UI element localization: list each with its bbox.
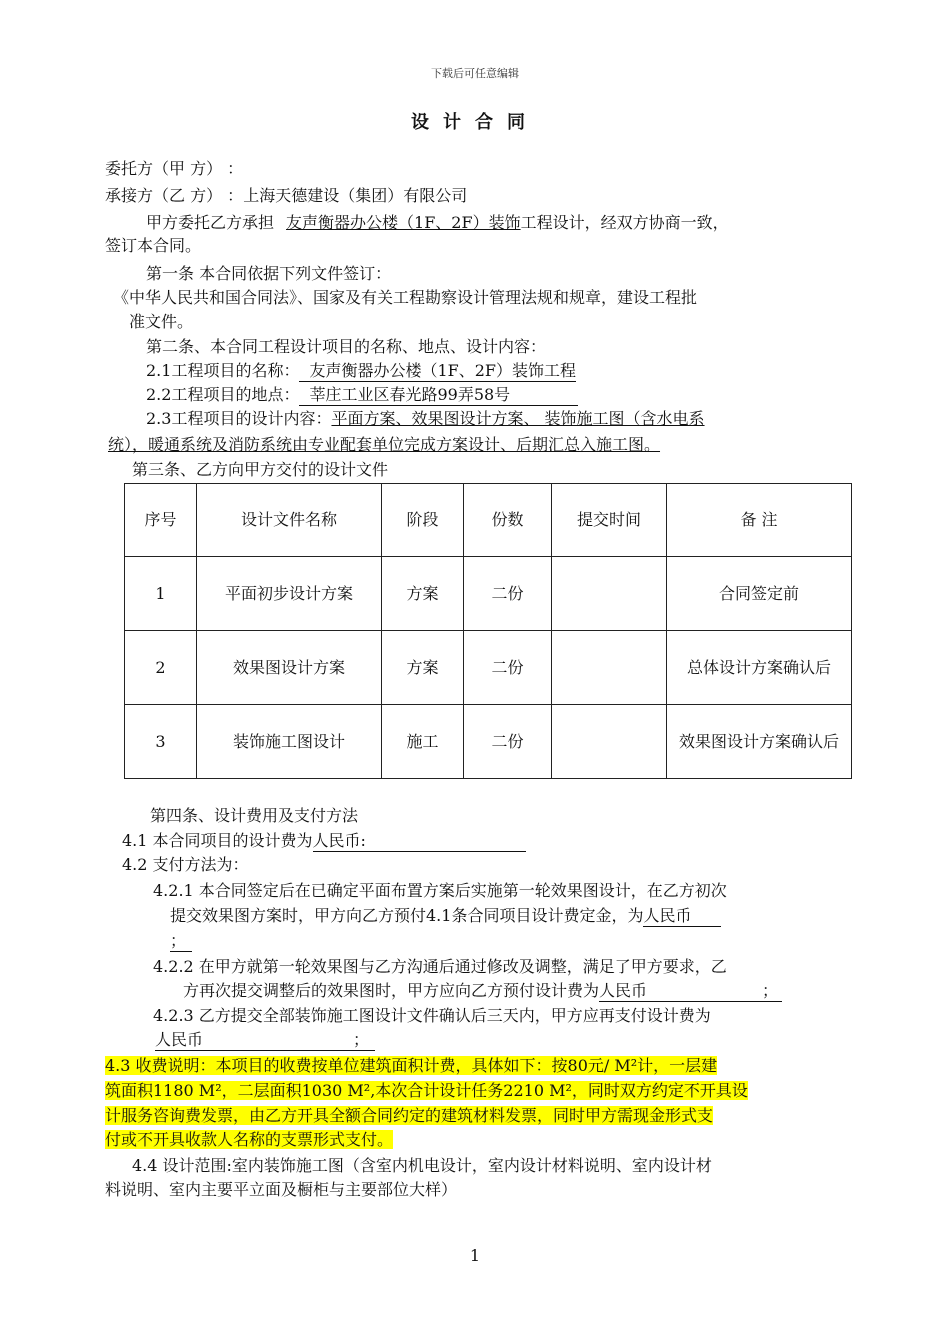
table-row <box>125 631 852 705</box>
col-header-no: 序号 <box>125 484 197 557</box>
table-header-row <box>125 484 852 557</box>
cell-no: 3 <box>125 705 197 779</box>
fee-label: 4.1 本合同项目的设计费为 <box>122 831 313 850</box>
contractor-line <box>105 184 467 208</box>
fee-note-text-3: 计服务咨询费发票，由乙方开具全额合同约定的建筑材料发票，同时甲方需现金形式支 <box>105 1106 714 1125</box>
cell-name: 效果图设计方案 <box>197 631 382 705</box>
payment-method-label: 4.2 支付方法为： <box>122 855 249 874</box>
design-content-line-1 <box>146 407 705 431</box>
col-header-stage: 阶段 <box>382 484 464 557</box>
cell-no: 1 <box>125 557 197 631</box>
contractor-label: 承接方（乙 方） ： <box>105 186 244 205</box>
page-header: 下载后可任意编辑 <box>431 67 519 80</box>
page-number: 1 <box>469 1246 481 1265</box>
fee-note-text-1: 4.3 收费说明：本项目的收费按单位建筑面积计费，具体如下：按80元/ M²计，一层建 <box>105 1056 718 1075</box>
payment-421-currency: 人民币 <box>643 906 721 927</box>
design-content-line-2 <box>108 433 660 457</box>
cell-stage: 方案 <box>382 557 464 631</box>
intro-line-2: 签订本合同。 <box>105 236 202 255</box>
client-label: 委托方（甲 方） ： <box>105 159 244 178</box>
design-scope-line-1: 4.4 设计范围:室内装饰施工图（含室内机电设计，室内设计材料说明、室内设计材 <box>132 1156 712 1175</box>
fee-value: 人民币: <box>313 831 526 852</box>
cell-note: 效果图设计方案确认后 <box>667 705 852 779</box>
payment-422-text: 方再次提交调整后的效果图时，甲方应向乙方预付设计费为 <box>183 981 600 1000</box>
article-1-text-1: 《中华人民共和国合同法》、国家及有关工程勘察设计管理法规和规章，建设工程批 <box>113 288 698 307</box>
cell-no: 2 <box>125 631 197 705</box>
design-content-value-2: 统），暖通系统及消防系统由专业配套单位完成方案设计、后期汇总入施工图。 <box>108 435 661 454</box>
payment-422-line-1: 4.2.2 在甲方就第一轮效果图与乙方沟通后通过修改及调整，满足了甲方要求，乙 <box>153 957 727 976</box>
article-4-title: 第四条、设计费用及支付方法 <box>150 806 359 825</box>
cell-name: 装饰施工图设计 <box>197 705 382 779</box>
cell-copies: 二份 <box>464 705 552 779</box>
payment-423-line-2 <box>155 1028 375 1052</box>
article-2-title: 第二条、本合同工程设计项目的名称、地点、设计内容： <box>146 337 547 356</box>
fee-note-text-4: 付或不开具收款人名称的支票形式支付。 <box>105 1130 394 1149</box>
project-location-value: 莘庄工业区春光路99弄58号 <box>299 385 578 406</box>
article-1-title: 第一条 本合同依据下列文件签订： <box>146 264 392 283</box>
cell-time <box>552 705 667 779</box>
design-documents-table <box>124 483 852 779</box>
payment-422-currency: 人民币 <box>599 981 762 1002</box>
payment-421-text: 提交效果图方案时，甲方向乙方预付4.1条合同项目设计费定金，为 <box>170 906 644 925</box>
project-name-value: 友声衡器办公楼（1F、2F）装饰工程 <box>299 361 576 382</box>
col-header-note: 备 注 <box>667 484 852 557</box>
fee-note-line-4 <box>105 1128 393 1152</box>
cell-time <box>552 557 667 631</box>
payment-423-end: ； <box>353 1030 375 1051</box>
payment-421-line-2 <box>170 904 721 928</box>
design-content-label: 2.3工程项目的设计内容： <box>146 409 332 428</box>
cell-name: 平面初步设计方案 <box>197 557 382 631</box>
intro-text-a: 甲方委托乙方承担 <box>146 213 275 232</box>
payment-421-line-3 <box>170 929 192 953</box>
cell-stage: 施工 <box>382 705 464 779</box>
intro-line-1 <box>146 211 729 235</box>
contractor-name: 上海天德建设（集团）有限公司 <box>243 186 468 205</box>
cell-note: 合同签定前 <box>667 557 852 631</box>
payment-422-end: ； <box>762 981 782 1002</box>
design-scope-line-2: 料说明、室内主要平立面及橱柜与主要部位大样） <box>105 1180 458 1199</box>
article-3-title: 第三条、乙方向甲方交付的设计文件 <box>132 460 389 479</box>
intro-text-b: 工程设计，经双方协商一致， <box>520 213 729 232</box>
fee-line <box>122 829 526 853</box>
design-content-value-1: 平面方案、效果图设计方案、 装饰施工图（含水电系 <box>331 409 705 428</box>
project-location-line <box>146 383 578 407</box>
project-name-line <box>146 359 576 383</box>
cell-note: 总体设计方案确认后 <box>667 631 852 705</box>
payment-421-line-1: 4.2.1 本合同签定后在已确定平面布置方案后实施第一轮效果图设计，在乙方初次 <box>153 881 727 900</box>
cell-copies: 二份 <box>464 631 552 705</box>
project-location-label: 2.2工程项目的地点： <box>146 385 300 404</box>
cell-copies: 二份 <box>464 557 552 631</box>
article-1-text-2: 准文件。 <box>129 312 194 331</box>
col-header-copies: 份数 <box>464 484 552 557</box>
payment-423-currency: 人民币 <box>155 1030 353 1051</box>
col-header-name: 设计文件名称 <box>197 484 382 557</box>
project-name-label: 2.1工程项目的名称： <box>146 361 300 380</box>
client-line <box>105 157 243 181</box>
table-row <box>125 557 852 631</box>
document-title: 设计合同 <box>411 112 539 133</box>
fee-note-line-3 <box>105 1104 713 1128</box>
cell-time <box>552 631 667 705</box>
fee-note-line-2 <box>105 1079 748 1103</box>
payment-421-end: ； <box>170 931 192 952</box>
fee-note-text-2: 筑面积1180 M²，二层面积1030 M²,本次合计设计任务2210 M²，同时双方约定不开具设 <box>105 1081 748 1100</box>
table-row <box>125 705 852 779</box>
cell-stage: 方案 <box>382 631 464 705</box>
payment-422-line-2 <box>183 979 782 1003</box>
fee-note-line-1 <box>105 1054 717 1078</box>
payment-423-line-1: 4.2.3 乙方提交全部装饰施工图设计文件确认后三天内，甲方应再支付设计费为 <box>153 1006 711 1025</box>
intro-project-name: 友声衡器办公楼（1F、2F）装饰 <box>286 213 521 232</box>
col-header-time: 提交时间 <box>552 484 667 557</box>
